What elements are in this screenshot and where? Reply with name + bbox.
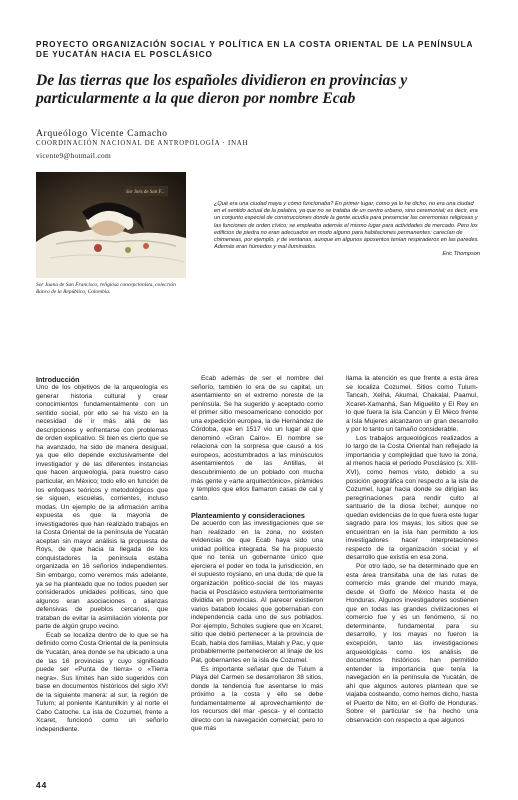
painting-inscription: Sor Inés de San F... xyxy=(126,190,165,195)
body-column-2 xyxy=(191,375,323,734)
body-column-3 xyxy=(346,375,478,725)
paragraph: Es importante señalar que de Tulum a Playa del Carmen se desarrollaron 38 sitios, donde la tendencia fue asentarse lo más próximo a la costa y ello se debe fundamentalmente al aprovechamiento de los recursos del mar -pesca- y el contacto directo con la navegación comercial; pero lo que más xyxy=(191,665,323,733)
paragraph: llama la atención es que frente a esta área se localiza Cozumel. Sitios como Tulum-Tancah, Xelhá, Akumal, Chakalal, Paamul, Xcaret-Xamanhá, San Miguelito y El Rey en lo que fuera la isla Cancún y El Meco frente a Isla Mujeres alcanzaron un gran desarrollo y por lo tanto un tamaño considerable. xyxy=(346,375,478,434)
epigraph xyxy=(214,201,480,259)
paragraph: Ecab además de ser el nombre del señorío, también lo era de su capital, un asentamiento en el extremo noreste de la península. Se ha sugerido y aceptado como el primer sitio mesoamericano conocido por una expedición europea, la de Hernández de Córdoba, que en 1517 vio un lugar al que denominó «Gran Cairo». El nombre se relaciona con la sorpresa que causó a los europeos, acostumbrados a las minúsculos asentamientos de las Antillas, el descubrimiento de un poblado con mucha más gente y «arte arquitectónico», pirámides y templos que ellos llamaron casas de cal y canto. xyxy=(191,375,323,502)
paragraph: Los trabajos arqueológicos realizados a lo largo de la Costa Oriental han reflejado la importancia y complejidad que tuvo la zona, al menos hacia el periodo Posclásico (s. XIII-XVI), como hemos visto, debido a su posición geográfica con respecto a la isla de Cozumel, lugar hacia donde se dirigían las peregrinaciones para rendir culto al santuario de la diosa Ixchel; aunque no quedan evidencias de lo que fuera este lugar sagrado para los mayas, los sitios que se encuentran en la isla han permitido a los investigadores hacer interpretaciones respecto de la organización social y el desarrollo que existía en esa zona. xyxy=(346,434,478,562)
figure-caption: Sor Juana de San Francisco, religiosa concepcionista, colección Banco de la República, Colombia. xyxy=(36,282,176,295)
author-affiliation: COORDINACIÓN NACIONAL DE ANTROPOLOGÍA · INAH xyxy=(36,140,249,147)
paragraph: Uno de los objetivos de la arqueología es generar historia cultural y crear conocimientos fundamentalmente con un sentido social, por ello se ha visto en la necesidad de ir más allá de las descripciones y enfrentarse con problemas de orden explicativo. Si bien es cierto que se ha avanzado, ha sido de manera desigual, ya que ello depende exclusivamente del investigador y de las diferentes instancias que hacen arqueología, para nuestro caso particular, en México; todo ello en función de los enfoques teóricos y metodológicos que se siguen, escuelas, corrientes, incluso modas. Un ejemplo de la afirmación arriba expuesta es que la mayoría de investigadores que han realizado trabajos en la Costa Oriental de la península de Yucatán aceptan sin mayor análisis la propuesta de Roys, de que hacia la llegada de los conquistadores la península estaba organizada en 16 señoríos independientes. Sin embargo, como veremos más adelante, ya se ha planteado que no todos pueden ser considerados unidades políticas, sino que algunos eran asociaciones o alianzas defensivas de pueblos cercanos, que trataban de evitar la asimilación violenta por parte de algún grupo vecino. xyxy=(36,384,168,631)
paragraph: Por otro lado, se ha determinado que en esta área transitaba una de las rutas de comercio más grande del mundo maya, desde el Golfo de México hasta el de Honduras. Algunos investigadores sostienen que en todas las grandes civilizaciones el comercio fue y es un fenómeno, si no determinante, fundamental para su desarrollo, y los mayas no fueron la excepción, tanto las investigaciones arqueológicas como los análisis de documentos históricos han permitido entender la importancia que tenía la navegación en la península de Yucatán, de ahí que algunos autores plantean que se viajaba costeando, como hemos dicho, hasta el Puerto de Nito, en el Golfo de Honduras. Sobre el particular se ha hecho una observación con respecto a que algunos xyxy=(346,563,478,724)
project-series-heading: PROYECTO ORGANIZACIÓN SOCIAL Y POLÍTICA EN LA COSTA ORIENTAL DE LA PENÍNSULA DE YUCATÁN HACIA EL POSCLÁSICO xyxy=(36,40,474,59)
paragraph: De acuerdo con las investigaciones que se han realizado en la zona, no existen evidencias de que Ecab haya sido una unidad política integrada. Se ha propuesto que no tenía un gobernante único que ejerciera el poder en toda la jurisdicción, en el supuesto roysiano, en una duda; de que la organización político-social de los mayas hacia el Posclásico estuviera territorialmente dividida en provincias. Al parecer existieron varios batabob locales que gobernaban con independencia cada uno de sus poblados. Por ejemplo, Scholes sugiere que en Xcaret, sitio que debió pertenecer a la provincia de Ecab, había dos familias, Malah y Pac, y que probablemente pertenecieron al linaje de los Pat, gobernantes en la isla de Cozumel. xyxy=(191,520,323,664)
epigraph-author: Eric Thompson xyxy=(442,251,480,258)
page-number: 44 xyxy=(36,780,48,790)
article-title: De las tierras que los españoles dividieron en provincias y particularmente a la que dieron por nombre Ecab xyxy=(36,72,408,107)
paragraph: Ecab se localiza dentro de lo que se ha definido como Costa Oriental de la península de Yucatán, área donde se ha ubicado a una de las 16 provincias y cuyo significado puede ser «Punta de tierra» o «Tierra negra». Sus límites han sido sugeridos con base en documentos históricos del siglo XVI de la siguiente manera: al sur, la región de Tulum; al poniente Kantunilkín y al norte el Cabo Catoche. La isla de Cozumel, frente a Xcaret, funcionó como un señorío independiente. xyxy=(36,631,168,733)
epigraph-text: ¿Qué era una ciudad maya y cómo funcionaba? En primer lugar, como ya lo he dicho, no era una ciudad en el sentido actual de la palabra, ya que no se trataba de un centro urbano, sino ceremonial; es decir, era un conjunto especial de construcciones donde la gente acudía para presenciar las ceremonias religiosas y las funciones de orden cívico; se empleaba además el mismo lugar para actividades de mercado. Pero los edificios de piedra no eran adecuados en modo alguno para habitaciones permanentes: carecían de chimeneas, por ejemplo, y de ventanas, aunque en algunos aposentos tenían respiraderos en las paredes. Además eran húmedos y mal iluminados. xyxy=(214,201,479,251)
painting-figure xyxy=(36,172,186,278)
author-email: vicente9@hotmail.com xyxy=(36,151,111,160)
section-heading-intro: Introducción xyxy=(36,375,80,384)
body-column-1 xyxy=(36,375,168,734)
painting-image xyxy=(36,172,186,278)
author-name: Arqueólogo Vicente Camacho xyxy=(36,128,168,139)
section-heading-planteamiento: Planteamiento y consideraciones xyxy=(191,511,305,521)
